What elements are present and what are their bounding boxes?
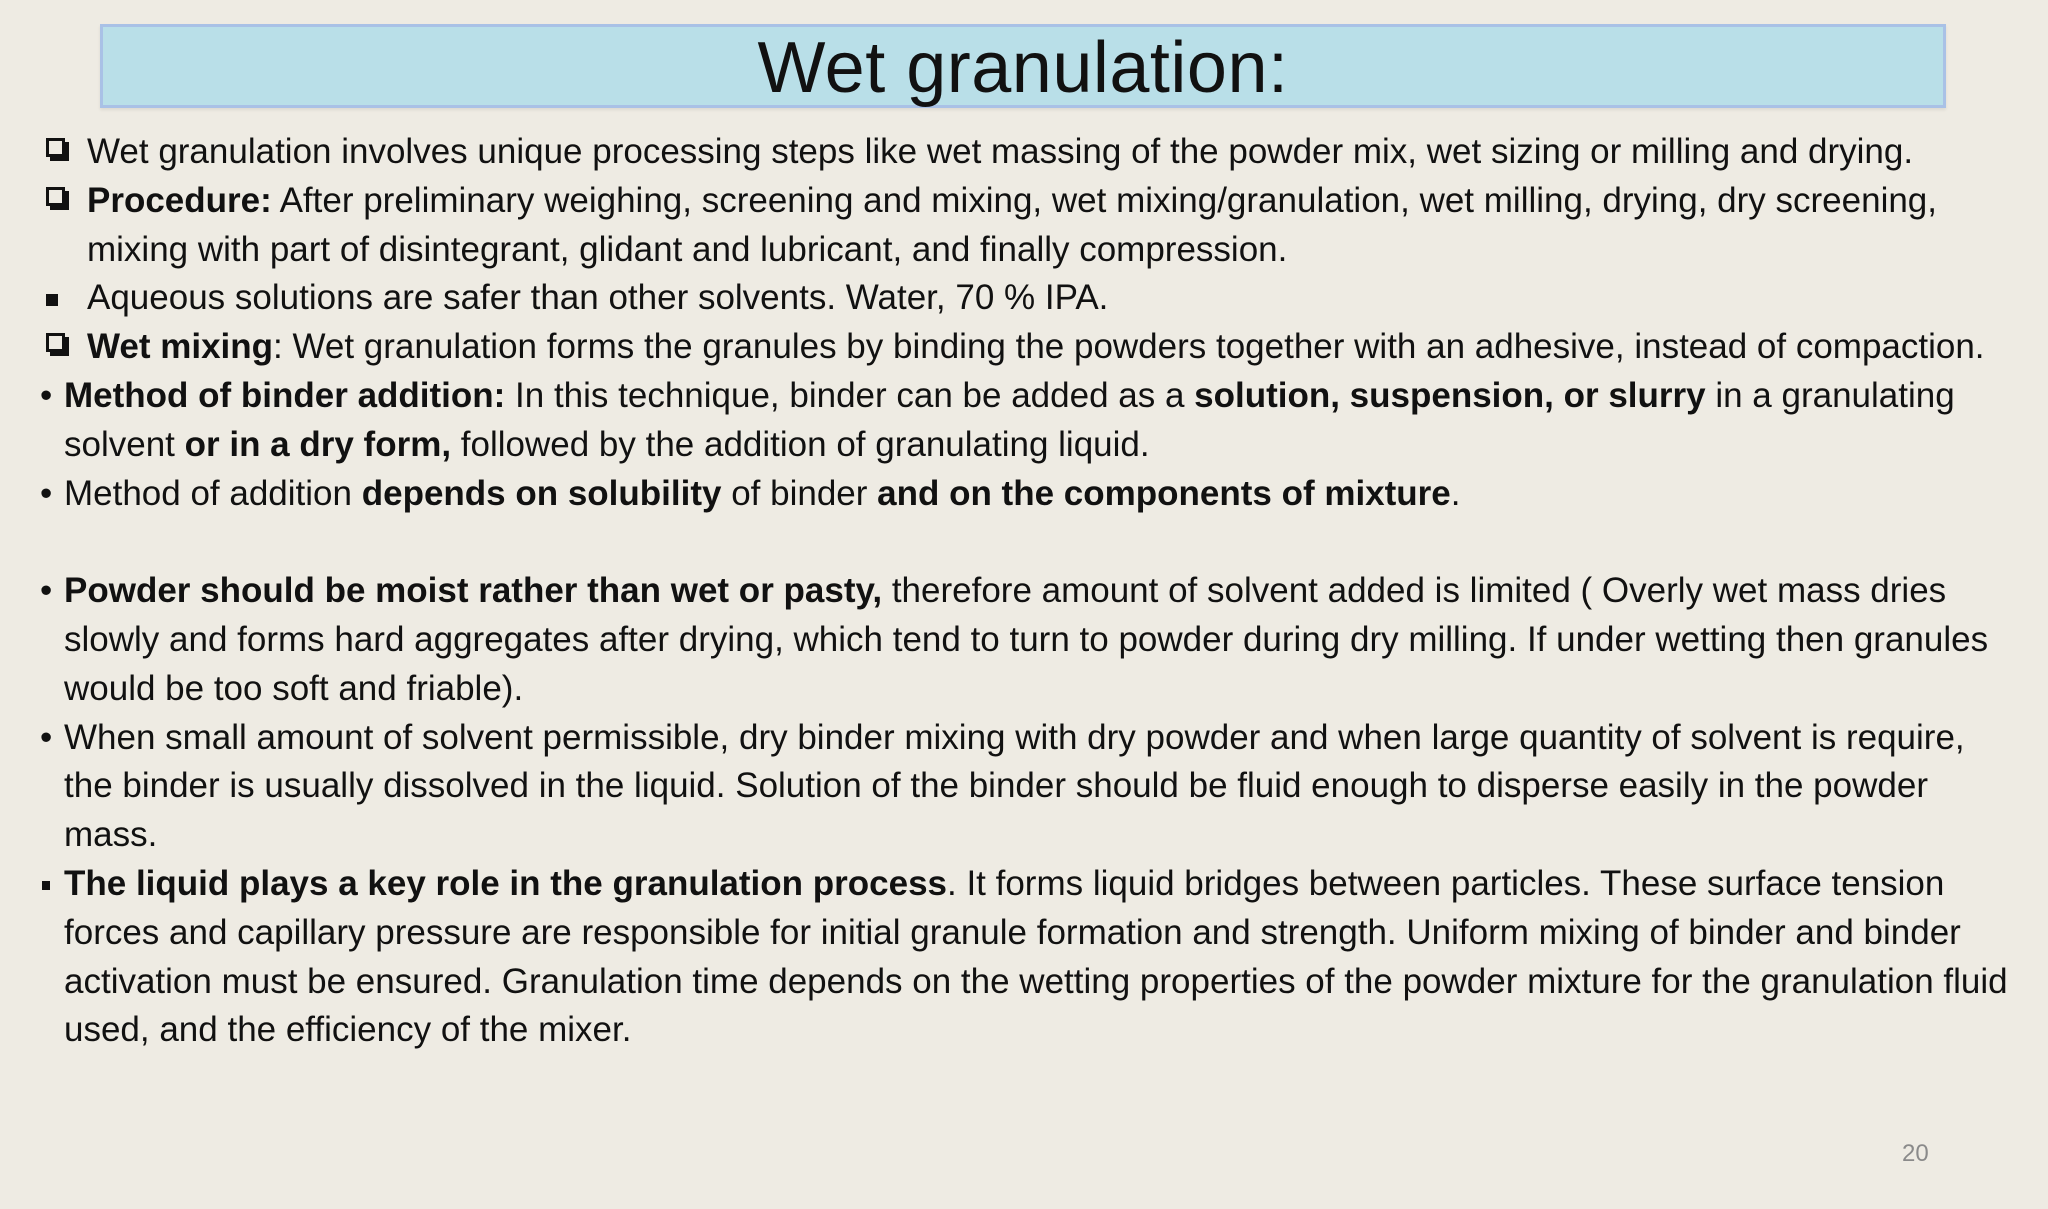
checkbox-square-icon	[46, 138, 65, 157]
text-segment: in a granulating solvent	[64, 375, 1955, 464]
bullet-item	[40, 128, 2012, 177]
round-bullet-icon: •	[40, 375, 53, 415]
text-segment: therefore amount of solvent added is limited ( Overly wet mass dries slowly and forms hard aggregates after drying, which tend to turn to powder during dry milling. If under wetting then granules would be too soft and friable).	[64, 571, 1989, 708]
slide-body	[40, 128, 2012, 1055]
checkbox-square-icon	[46, 333, 65, 352]
bullet-item	[40, 274, 2012, 323]
text-segment: When small amount of solvent permissible, dry binder mixing with dry powder and when large quantity of solvent is require, the binder is usually dissolved in the liquid. Solution of the binder should be fluid enough to disperse easily in the powder mass.	[64, 717, 1965, 855]
text-segment: In this technique, binder can be added as a	[505, 375, 1195, 415]
title-banner	[100, 24, 1946, 108]
bullet-item	[40, 372, 2012, 470]
bullet-item	[40, 714, 2012, 860]
text-segment: After preliminary weighing, screening and mixing, wet mixing/granulation, wet milling, drying, dry screening, mixing with part of disintegrant, glidant and lubricant, and finally compression.	[87, 180, 1937, 269]
text-segment: Wet granulation involves unique processing steps like wet massing of the powder mix, wet sizing or milling and drying.	[87, 132, 1914, 171]
bold-text-segment: Method of binder addition:	[64, 375, 506, 415]
slide-title: Wet granulation:	[757, 28, 1289, 108]
bold-text-segment: Procedure:	[87, 180, 272, 220]
text-segment: of binder	[721, 473, 878, 513]
text-segment: Method of addition	[64, 473, 362, 513]
text-segment: : Wet granulation forms the granules by binding the powders together with an adhesive, instead of compaction.	[273, 327, 1985, 367]
text-segment: followed by the addition of granulating liquid.	[451, 424, 1150, 464]
small-square-bullet-icon	[42, 881, 50, 890]
bold-text-segment: depends on solubility	[361, 473, 722, 513]
text-segment: Aqueous solutions are safer than other solvents. Water, 70 % IPA.	[87, 278, 1109, 318]
bullet-item	[40, 323, 2012, 372]
bold-text-segment: The liquid plays a key role in the granulation process	[64, 863, 947, 903]
bold-text-segment: Powder should be moist rather than wet or pasty,	[64, 571, 883, 611]
bullet-item	[40, 567, 2012, 713]
bullet-item	[40, 177, 2012, 275]
bullet-item	[40, 470, 2012, 519]
bold-text-segment: and on the components of mixture	[877, 473, 1451, 513]
bold-text-segment: or in a dry form,	[184, 424, 452, 464]
bullet-item	[40, 860, 2012, 1055]
checkbox-square-icon	[46, 187, 65, 206]
bold-text-segment: solution, suspension, or slurry	[1194, 375, 1706, 415]
filled-square-icon	[46, 294, 58, 306]
round-bullet-icon: •	[40, 717, 53, 757]
page-number: 20	[1902, 1140, 1929, 1167]
round-bullet-icon: •	[40, 473, 53, 513]
blank-line	[40, 518, 2012, 567]
bold-text-segment: Wet mixing	[87, 327, 274, 367]
text-segment: .	[1450, 473, 1461, 513]
round-bullet-icon: •	[40, 571, 53, 611]
text-segment: . It forms liquid bridges between particles. These surface tension forces and capillary pressure are responsible for initial granule formation and strength. Uniform mixing of binder and binder activation must be ensured. Granulation time depends on the wetting properties of the powder mixture for the granulation fluid used, and the efficiency of the mixer.	[64, 863, 2008, 1050]
